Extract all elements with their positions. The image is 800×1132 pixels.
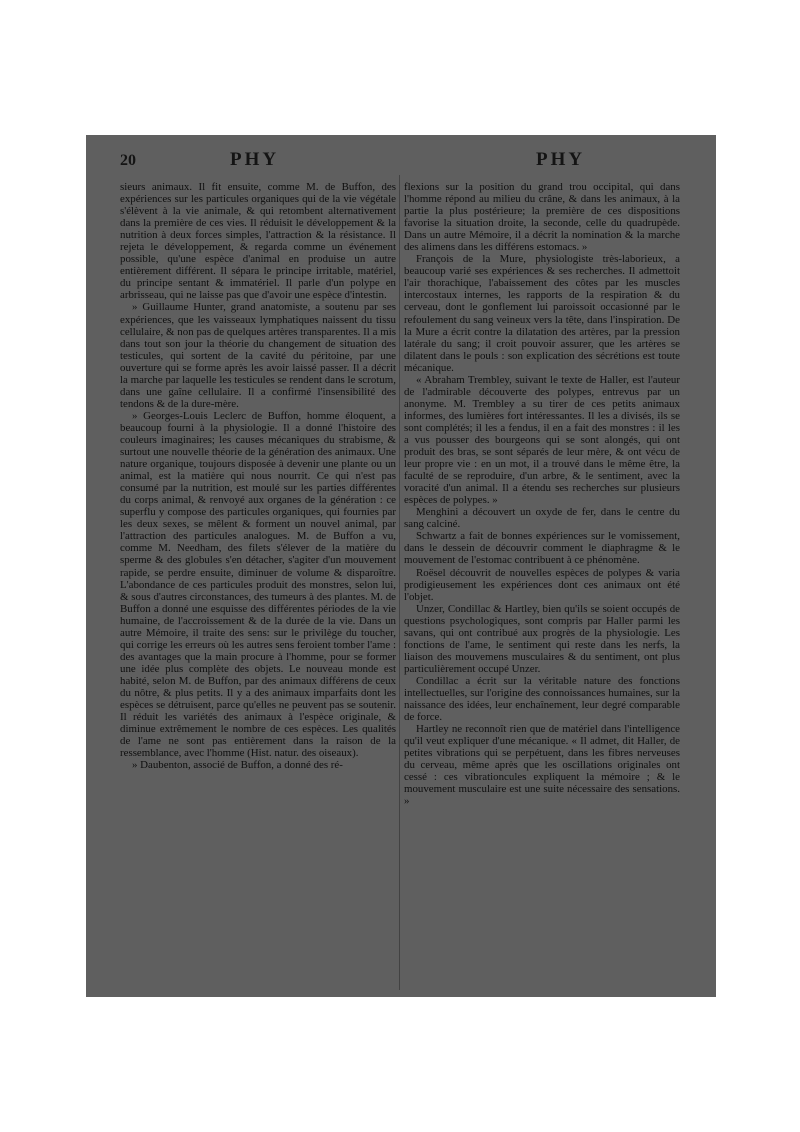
paragraph: » Daubenton, associé de Buffon, a donné des ré- — [132, 759, 343, 772]
column-divider — [399, 175, 400, 990]
page-number: 20 — [120, 152, 136, 169]
paragraph: Condillac a écrit sur la véritable nature des fonctions intellectuelles, sur l'origine des connoissances humaines, sur la naissance des idées, leur enchaînement, leur degré comparable de force. — [404, 674, 680, 724]
paragraph: sieurs animaux. Il fit ensuite, comme M. de Buffon, des expériences sur les particules organiques qui de la vie végétale s'élèvent à la vie animale, & qui retombent alternativement dans la première de ces vies. Il réduisit le développement & la nutrition à deux forces simples, l'attraction & la résistance. Il rejeta le développement, & regarda comme un événement possible, qu'une espèce d'animal en produise un autre entièrement différent. Il sépara le principe irritable, matériel, du principe sentant & immatériel. Il parle d'un polype en arbrisseau, qui ne laisse pas que d'avoir une espèce d'intestin. — [120, 181, 396, 302]
paragraph: » Guillaume Hunter, grand anatomiste, a soutenu par ses expériences, que les vaisseaux lymphatiques naissent du tissu cellulaire, & non pas de quelques artères transparentes. Il a mis dans tout son jour la théorie du changement de situation des testicules, qui sortent de la cavité du péritoine, par une ouverture qui se forme après les avoir laissé passer. Il a décrit la marche par laquelle les testicules se rendent dans le scrotum, dans une gaîne cellulaire. Il a confirmé l'insensibilité des tendons & de la dure-mère. — [120, 301, 396, 410]
paragraph: François de la Mure, physiologiste très-laborieux, a beaucoup varié ses expériences & ses recherches. Il admettoit l'air thorachique, l'abaissement des côtes par les muscles intercostaux internes, les rapports de la respiration & du cerveau, dont le gonflement lui paroissoit occasionné par le refoulement du sang veineux vers la tête, dans l'inspiration. De la Mure a écrit contre la dilatation des artères, par la pression latérale du sang; il croit pouvoir assurer, que les artères se dilatent dans le pouls : son explication des sécrétions est toute mécanique. — [404, 253, 680, 374]
left-column — [120, 181, 396, 989]
paragraph: Schwartz a fait de bonnes expériences sur le vomissement, dans le dessein de découvrir comment le diaphragme & le mouvement de l'estomac contribuent à ce phénomène. — [404, 530, 680, 567]
paragraph: flexions sur la position du grand trou occipital, qui dans l'homme répond au milieu du crâne, & dans les animaux, à la partie la plus postérieure; la première de ces dispositions favorise la situation droite, la seconde, celle du quadrupède. Dans un autre Mémoire, il a décrit la nomination & la marche des alimens dans les différens estomacs. » — [404, 181, 680, 254]
paragraph: Hartley ne reconnoît rien que de matériel dans l'intelligence qu'il veut expliquer d'une mécanique. « Il admet, dit Haller, de petites vibrations qui se perpétuent, dans les fibres nerveuses du cerveau, même après que les oscillations originales ont cessé : ces vibrationcules expliquent la mémoire ; & le mouvement musculaire est une suite nécessaire des sensations. » — [404, 723, 680, 808]
page-header — [120, 149, 690, 173]
paragraph: Menghini a découvert un oxyde de fer, dans le centre du sang calciné. — [404, 506, 680, 531]
paragraph: Roësel découvrit de nouvelles espèces de polypes & varia prodigieusement les expériences dont ces animaux ont été l'objet. — [404, 566, 680, 603]
paragraph: Unzer, Condillac & Hartley, bien qu'ils se soient occupés de questions psychologiques, sont compris par Haller parmi les savans, qui ont contribué aux progrès de la physiologie. Les fonctions de l'ame, le sentiment qui reste dans les nerfs, la liaison des mouvemens musculaires & du sentiment, ont plus particulièrement occupé Unzer. — [404, 602, 680, 675]
paragraph: » Georges-Louis Leclerc de Buffon, homme éloquent, a beaucoup fourni à la physiologie. Il a donné l'histoire des couleurs imaginaires; les causes mécaniques du strabisme, & surtout une nouvelle théorie de la génération des animaux. Une nature organique, toujours disposée à devenir une plante ou un animal, est la matière qui nous nourrit. Ce qui n'est pas consumé par la nutrition, est moulé sur les parties différentes du corps animal, & renvoyé aux organes de la génération : ce superflu y compose des particules organiques, qui fournies par les deux sexes, se mêlent & forment un nouvel animal, par l'attraction des particules analogues. M. de Buffon a vu, comme M. Needham, des filets s'élever de la matière du sperme & des globules s'en détacher, s'agiter d'un mouvement rapide, se perdre ensuite, diminuer de volume & disparoître. L'abondance de ces particules produit des monstres, selon lui, & sous d'autres circonstances, des tumeurs à des plantes. M. de Buffon a donné une esquisse des différentes périodes de la vie humaine, de l'accroissement & de la durée de la vie. Dans un autre Mémoire, il traite des sens: sur le privilège du toucher, qui corrige les erreurs où les autres sens feroient tomber l'ame : des avantages que la main procure à l'homme, pour se former une idée plus complète des objets. Le nouveau monde est habité, selon M. de Buffon, par des animaux différens de ceux du nôtre, & plus petits. Il y a des animaux imparfaits dont les espèces se détruisent, parce qu'elles ne peuvent pas se soutenir. Il réduit les variétés des animaux à l'espèce originale, & diminue extrêmement le nombre de ces espèces. Les qualités de l'ame ne sont pas entièrement dans la raison de la ressemblance, avec l'homme (Hist. natur. des oiseaux). — [120, 409, 396, 760]
running-head-left: PHY — [230, 149, 280, 170]
paragraph: « Abraham Trembley, suivant le texte de Haller, est l'auteur de l'admirable découverte des polypes, entrevus par un anonyme. M. Trembley a su tirer de ces petits animaux informes, des lumières fort intéressantes. Il les a divisés, ils se sont complétés; il les a fendus, il en a fait des monstres : il les a vus pousser des bourgeons qui se sont alongés, qui ont produit des bras, se sont séparés de leur mère, & ont vécu de leur propre vie : en un mot, il a trouvé dans le même être, la faculté de se reproduire, d'un arbre, & le sentiment, avec la voracité d'un animal. Il a étendu ses recherches sur plusieurs espèces de polypes. » — [404, 373, 680, 507]
running-head-right: PHY — [536, 149, 586, 170]
right-column — [404, 181, 680, 989]
scanned-page — [86, 135, 716, 997]
